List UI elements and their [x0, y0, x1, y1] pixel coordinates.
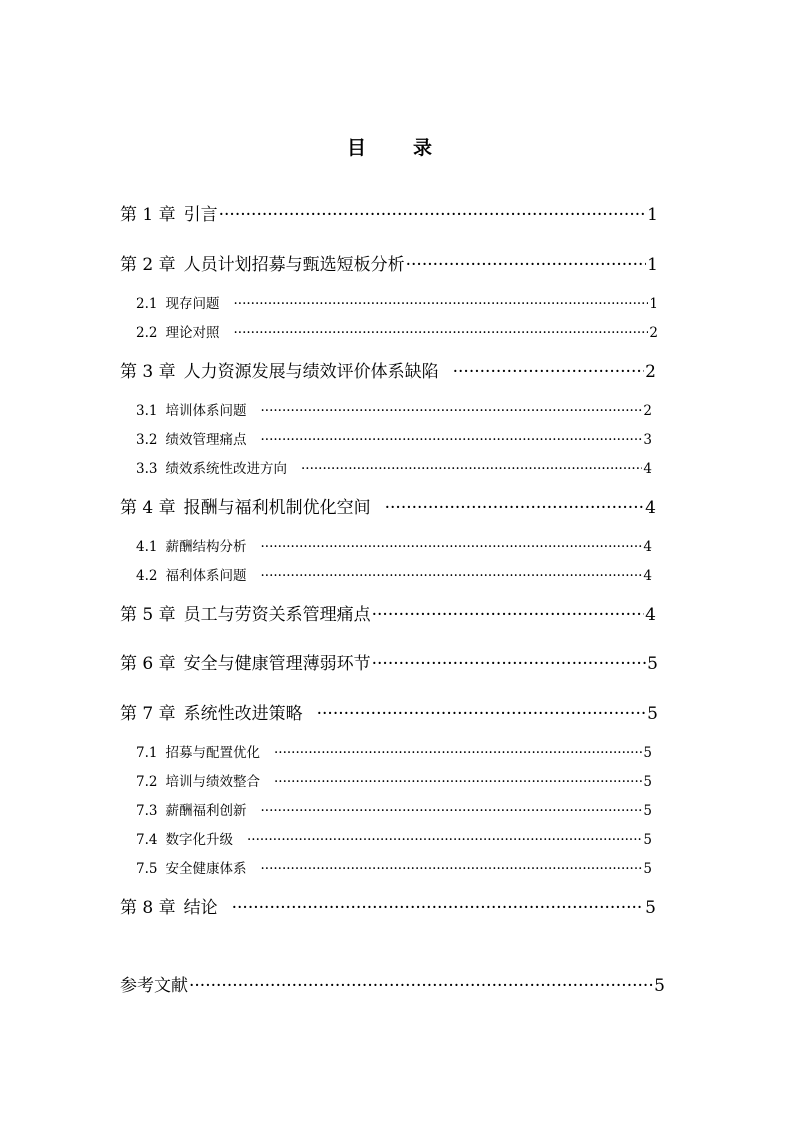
toc-number: 7.4 [136, 832, 158, 848]
toc-leader-dots [189, 975, 653, 997]
toc-number: 第 4 章 [120, 498, 176, 518]
toc-title: 福利体系问题 [165, 568, 247, 584]
toc-title: 薪酬结构分析 [165, 539, 247, 555]
toc-number: 第 3 章 [120, 362, 176, 382]
toc-number: 第 6 章 [120, 654, 176, 674]
toc-page-number: 1 [647, 205, 658, 225]
toc-entry-section-4-1[interactable] [136, 538, 652, 556]
toc-number: 2.2 [136, 325, 158, 341]
toc-number: 7.1 [136, 745, 158, 761]
toc-number: 第 5 章 [120, 605, 176, 625]
toc-entry-section-7-5[interactable] [136, 860, 652, 878]
toc-entry-chapter-4[interactable] [120, 497, 656, 519]
toc-entry-chapter-8[interactable] [120, 897, 656, 919]
toc-entry-section-4-2[interactable] [136, 567, 652, 585]
toc-title: 现存问题 [165, 296, 220, 312]
toc-entry-section-7-4[interactable] [136, 831, 652, 849]
toc-leader-dots [260, 567, 642, 585]
toc-leader-dots [260, 538, 642, 556]
toc-page-number: 1 [647, 255, 658, 275]
toc-entry-chapter-3[interactable] [120, 361, 656, 383]
toc-title: 报酬与福利机制优化空间 [183, 498, 371, 518]
toc-title: 绩效管理痛点 [165, 432, 247, 448]
toc-title: 结论 [183, 898, 218, 918]
toc-leader-dots [274, 773, 642, 791]
toc-entry-chapter-1[interactable] [120, 204, 658, 226]
toc-number: 7.5 [136, 861, 158, 877]
toc-title: 招募与配置优化 [165, 745, 260, 761]
toc-leader-dots [372, 653, 647, 675]
toc-title: 员工与劳资关系管理痛点 [183, 605, 371, 625]
toc-entry-section-7-1[interactable] [136, 744, 652, 762]
toc-page-number: 5 [647, 704, 658, 724]
toc-leader-dots [385, 497, 645, 519]
toc-title: 培训与绩效整合 [165, 774, 260, 790]
toc-title: 安全健康体系 [165, 861, 247, 877]
toc-title: 参考文献 [120, 976, 188, 996]
toc-leader-dots [406, 254, 647, 276]
toc-page-number: 5 [643, 861, 652, 877]
toc-leader-dots [260, 431, 642, 449]
toc-number: 3.1 [136, 403, 158, 419]
toc-title: 薪酬福利创新 [165, 803, 247, 819]
page-title: 目 录 [346, 137, 446, 159]
toc-leader-dots [260, 860, 642, 878]
toc-entry-chapter-7[interactable] [120, 703, 658, 725]
toc-page-number: 2 [643, 403, 652, 419]
toc-title: 数字化升级 [165, 832, 233, 848]
toc-leader-dots [274, 744, 642, 762]
toc-entry-section-2-1[interactable] [136, 295, 658, 313]
toc-page-number: 4 [643, 539, 652, 555]
toc-title: 引言 [183, 205, 218, 225]
toc-title: 系统性改进策略 [183, 704, 303, 724]
toc-page-number: 4 [645, 605, 656, 625]
toc-page-number: 5 [654, 976, 665, 996]
toc-page-number: 5 [643, 803, 652, 819]
toc-page-number: 5 [645, 898, 656, 918]
toc-title: 人力资源发展与绩效评价体系缺陷 [183, 362, 439, 382]
toc-entry-section-3-3[interactable] [136, 460, 652, 478]
toc-title: 理论对照 [165, 325, 220, 341]
toc-page-number: 5 [643, 774, 652, 790]
toc-page-number: 1 [649, 296, 658, 312]
toc-number: 7.3 [136, 803, 158, 819]
toc-leader-dots [260, 402, 642, 420]
toc-number: 3.2 [136, 432, 158, 448]
toc-entry-section-3-1[interactable] [136, 402, 652, 420]
toc-title: 培训体系问题 [165, 403, 247, 419]
toc-leader-dots [233, 324, 648, 342]
toc-title: 安全与健康管理薄弱环节 [183, 654, 371, 674]
toc-entry-section-7-3[interactable] [136, 802, 652, 820]
toc-entry-section-2-2[interactable] [136, 324, 658, 342]
toc-leader-dots [453, 361, 645, 383]
toc-leader-dots [317, 703, 647, 725]
toc-leader-dots [247, 831, 642, 849]
toc-number: 7.2 [136, 774, 158, 790]
toc-entry-chapter-6[interactable] [120, 653, 658, 675]
toc-entry-chapter-5[interactable] [120, 604, 656, 626]
toc-leader-dots [219, 204, 647, 226]
toc-leader-dots [232, 897, 645, 919]
toc-number: 第 7 章 [120, 704, 176, 724]
toc-page-number: 5 [643, 832, 652, 848]
toc-page-number: 2 [645, 362, 656, 382]
toc-page-number: 3 [643, 432, 652, 448]
toc-number: 第 8 章 [120, 898, 176, 918]
toc-page-number: 4 [645, 498, 656, 518]
toc-leader-dots [301, 460, 642, 478]
toc-title: 绩效系统性改进方向 [165, 461, 287, 477]
toc-entry-references[interactable] [120, 975, 665, 997]
toc-leader-dots [260, 802, 642, 820]
toc-page-number: 2 [649, 325, 658, 341]
toc-entry-section-7-2[interactable] [136, 773, 652, 791]
toc-page-number: 5 [647, 654, 658, 674]
toc-title: 人员计划招募与甄选短板分析 [183, 255, 405, 275]
toc-number: 2.1 [136, 296, 158, 312]
toc-leader-dots [372, 604, 645, 626]
toc-entry-chapter-2[interactable] [120, 254, 658, 276]
toc-page-number: 4 [643, 568, 652, 584]
toc-number: 第 1 章 [120, 205, 176, 225]
toc-entry-section-3-2[interactable] [136, 431, 652, 449]
toc-number: 3.3 [136, 461, 158, 477]
toc-page-number: 4 [643, 461, 652, 477]
toc-number: 4.2 [136, 568, 158, 584]
toc-leader-dots [233, 295, 648, 313]
toc-page-number: 5 [643, 745, 652, 761]
toc-number: 4.1 [136, 539, 158, 555]
toc-number: 第 2 章 [120, 255, 176, 275]
